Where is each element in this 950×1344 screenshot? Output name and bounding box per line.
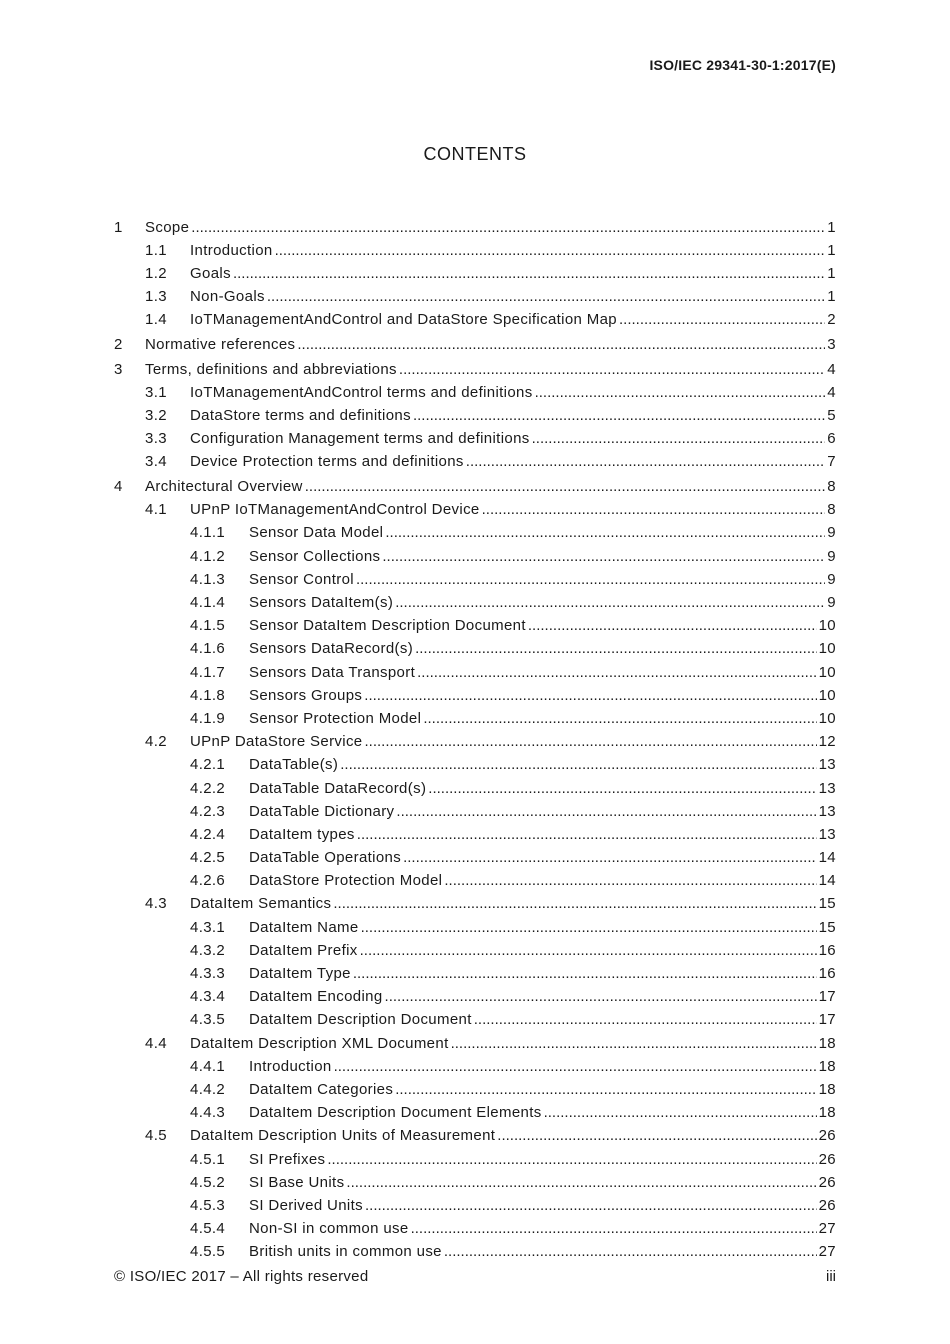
toc-entry-title: DataItem Categories (249, 1080, 394, 1098)
toc-entry[interactable] (114, 1008, 836, 1031)
toc-entry-number: 4 (114, 478, 123, 496)
toc-entry[interactable] (114, 1171, 836, 1194)
toc-entry-number: 4.1.6 (190, 640, 226, 658)
toc-entry-page: 10 (818, 617, 836, 635)
toc-dot-leader (451, 1032, 817, 1055)
toc-entry[interactable] (114, 684, 836, 707)
toc-entry-page: 1 (827, 288, 836, 306)
toc-entry-page: 1 (827, 218, 836, 236)
toc-dot-leader (395, 1078, 816, 1101)
toc-entry-number: 4.2.6 (190, 872, 226, 890)
toc-entry[interactable] (114, 358, 836, 381)
toc-entry-title: DataItem Description XML Document (190, 1034, 449, 1052)
toc-entry-page: 8 (827, 501, 836, 519)
toc-entry-page: 16 (818, 941, 836, 959)
toc-dot-leader (444, 1240, 817, 1263)
toc-entry[interactable] (114, 1078, 836, 1101)
document-id: ISO/IEC 29341-30-1:2017(E) (649, 57, 836, 73)
toc-entry-title: Introduction (249, 1057, 332, 1075)
toc-entry-page: 14 (818, 849, 836, 867)
toc-entry[interactable] (114, 614, 836, 637)
toc-entry[interactable] (114, 1055, 836, 1078)
toc-entry-page: 26 (818, 1150, 836, 1168)
toc-entry-number: 4.2.2 (190, 779, 226, 797)
toc-entry-title: Sensors DataRecord(s) (249, 640, 414, 658)
toc-dot-leader (535, 381, 826, 404)
toc-entry-title: Sensor Data Model (249, 524, 384, 542)
toc-entry-title: DataTable Dictionary (249, 802, 395, 820)
toc-dot-leader (346, 1171, 816, 1194)
toc-dot-leader (353, 962, 817, 985)
toc-entry-number: 1.3 (145, 288, 167, 306)
toc-dot-leader (191, 216, 825, 239)
toc-entry-page: 1 (827, 264, 836, 282)
toc-entry-number: 4.3.5 (190, 1011, 226, 1029)
toc-entry-title: Sensor Protection Model (249, 709, 422, 727)
toc-entry-number: 4.1 (145, 501, 167, 519)
toc-entry-page: 18 (818, 1034, 836, 1052)
toc-entry-title: DataItem Description Document Elements (249, 1104, 542, 1122)
toc-entry-page: 9 (827, 570, 836, 588)
toc-entry-page: 10 (818, 663, 836, 681)
toc-entry[interactable] (114, 730, 836, 753)
toc-dot-leader (361, 916, 817, 939)
toc-entry-number: 4.3.4 (190, 988, 226, 1006)
toc-entry-number: 4.5 (145, 1127, 167, 1145)
toc-entry-title: SI Derived Units (249, 1196, 363, 1214)
toc-entry-number: 4.5.2 (190, 1173, 226, 1191)
toc-entry-number: 1.2 (145, 264, 167, 282)
toc-entry-title: Sensors Groups (249, 686, 363, 704)
toc-dot-leader (357, 823, 817, 846)
toc-entry-page: 26 (818, 1173, 836, 1191)
toc-entry-title: DataItem Type (249, 965, 351, 982)
toc-entry-number: 4.1.5 (190, 617, 226, 635)
toc-entry-number: 4.5.5 (190, 1243, 226, 1261)
toc-entry[interactable] (114, 239, 836, 262)
toc-entry-page: 9 (827, 594, 836, 611)
toc-entry-title: SI Base Units (249, 1173, 345, 1191)
toc-entry[interactable] (114, 823, 836, 846)
toc-entry-title: DataTable Operations (249, 849, 402, 867)
toc-dot-leader (532, 427, 826, 450)
footer-page-number: iii (826, 1268, 836, 1285)
toc-entry-page: 26 (818, 1196, 836, 1214)
toc-dot-leader (360, 939, 817, 962)
toc-entry[interactable] (114, 777, 836, 800)
toc-entry-page: 14 (818, 872, 836, 890)
toc-entry[interactable] (114, 916, 836, 939)
toc-dot-leader (411, 1217, 817, 1240)
toc-entry-title: DataItem Prefix (249, 941, 358, 959)
toc-entry-number: 4.4 (145, 1034, 167, 1052)
toc-entry-title: IoTManagementAndControl and DataStore Specification Map (190, 311, 617, 329)
toc-entry-title: Sensor Control (249, 570, 354, 588)
toc-dot-leader (444, 869, 816, 892)
toc-dot-leader (403, 846, 817, 869)
toc-entry[interactable] (114, 846, 836, 869)
toc-entry-title: Sensors Data Transport (249, 663, 416, 681)
toc-entry-title: DataItem Description Units of Measurement (190, 1127, 496, 1145)
toc-entry[interactable] (114, 1240, 836, 1263)
toc-entry-title: Non-SI in common use (249, 1220, 409, 1238)
toc-entry-number: 4.1.7 (190, 663, 226, 681)
toc-entry-page: 17 (818, 1011, 836, 1029)
toc-dot-leader (365, 730, 817, 753)
toc-entry-title: Configuration Management terms and definitions (190, 430, 530, 448)
toc-dot-leader (413, 404, 825, 427)
toc-entry-page: 17 (818, 988, 836, 1006)
toc-entry-number: 2 (114, 335, 123, 353)
toc-dot-leader (417, 661, 817, 684)
toc-entry[interactable] (114, 800, 836, 823)
toc-dot-leader (619, 308, 825, 331)
toc-entry-page: 18 (818, 1057, 836, 1075)
toc-entry-number: 4.2.4 (190, 825, 226, 843)
toc-dot-leader (482, 498, 826, 521)
toc-entry[interactable] (114, 753, 836, 776)
toc-dot-leader (333, 892, 816, 915)
toc-entry-number: 3.1 (145, 383, 167, 401)
toc-dot-leader (297, 333, 825, 356)
toc-entry-page: 9 (827, 547, 836, 565)
toc-entry-page: 3 (827, 335, 836, 353)
toc-entry[interactable] (114, 1194, 836, 1217)
toc-entry-title: Terms, definitions and abbreviations (145, 360, 397, 378)
toc-entry-title: DataItem Encoding (249, 988, 383, 1006)
toc-entry-title: DataTable DataRecord(s) (249, 779, 427, 797)
table-of-contents (114, 214, 836, 1263)
toc-entry[interactable] (114, 707, 836, 730)
toc-dot-leader (340, 753, 816, 776)
toc-entry-title: DataStore terms and definitions (190, 407, 411, 424)
toc-entry[interactable] (114, 333, 836, 356)
toc-entry-page: 9 (827, 524, 836, 542)
toc-entry-title: Non-Goals (190, 288, 265, 306)
toc-entry-title: Introduction (190, 241, 273, 259)
toc-dot-leader (399, 358, 825, 381)
toc-entry-title: Sensor Collections (249, 547, 381, 565)
toc-entry-page: 10 (818, 640, 836, 658)
toc-dot-leader (466, 450, 826, 473)
toc-entry-page: 13 (818, 802, 836, 820)
toc-dot-leader (428, 777, 816, 800)
toc-entry-number: 3.3 (145, 430, 167, 448)
toc-entry-page: 4 (827, 360, 836, 378)
toc-entry-page: 27 (818, 1220, 836, 1238)
toc-entry-page: 8 (827, 478, 836, 496)
toc-entry-number: 4.4.2 (190, 1080, 226, 1098)
toc-entry-number: 4.1.1 (190, 524, 226, 542)
toc-dot-leader (528, 614, 817, 637)
toc-entry-title: Sensors DataItem(s) (249, 594, 394, 611)
toc-entry-title: British units in common use (249, 1243, 442, 1261)
toc-dot-leader (334, 1055, 817, 1078)
page-title: CONTENTS (423, 144, 527, 164)
toc-entry-title: DataItem Semantics (190, 895, 332, 913)
toc-entry-title: DataItem Description Document (249, 1011, 472, 1029)
toc-entry-title: Goals (190, 264, 231, 282)
toc-entry-page: 16 (818, 965, 836, 982)
toc-entry-number: 4.4.1 (190, 1057, 226, 1075)
toc-dot-leader (356, 568, 825, 591)
toc-entry-page: 1 (827, 241, 836, 259)
toc-dot-leader (474, 1008, 817, 1031)
toc-entry-number: 4.3 (145, 895, 167, 913)
toc-entry-page: 13 (818, 756, 836, 774)
toc-entry-page: 15 (818, 918, 836, 936)
toc-dot-leader (233, 262, 825, 285)
toc-dot-leader (327, 1148, 816, 1171)
toc-entry-number: 4.4.3 (190, 1104, 226, 1122)
toc-entry-number: 4.2.5 (190, 849, 226, 867)
toc-entry[interactable] (114, 545, 836, 568)
footer-copyright: © ISO/IEC 2017 – All rights reserved (114, 1268, 369, 1285)
toc-entry[interactable] (114, 1101, 836, 1124)
toc-dot-leader (395, 591, 825, 614)
toc-entry-page: 18 (818, 1104, 836, 1122)
toc-entry[interactable] (114, 591, 836, 614)
toc-entry-title: Device Protection terms and definitions (190, 453, 464, 471)
toc-entry-title: Architectural Overview (145, 478, 303, 496)
toc-entry[interactable] (114, 1124, 836, 1147)
toc-entry-number: 4.1.4 (190, 594, 226, 611)
toc-entry[interactable] (114, 475, 836, 498)
toc-entry-page: 7 (827, 453, 836, 471)
toc-entry[interactable] (114, 939, 836, 962)
toc-entry[interactable] (114, 285, 836, 308)
toc-entry-title: Sensor DataItem Description Document (249, 617, 526, 635)
toc-entry-number: 4.5.4 (190, 1220, 226, 1238)
toc-entry-number: 4.1.9 (190, 709, 226, 727)
toc-entry-number: 4.1.8 (190, 686, 226, 704)
toc-entry-title: IoTManagementAndControl terms and definitions (190, 383, 533, 401)
toc-entry-number: 1 (114, 218, 123, 236)
toc-dot-leader (497, 1124, 816, 1147)
toc-entry-number: 4.3.2 (190, 941, 226, 959)
toc-entry-number: 4.2 (145, 733, 167, 751)
toc-entry[interactable] (114, 450, 836, 473)
toc-entry[interactable] (114, 216, 836, 239)
toc-entry-number: 4.3.3 (190, 965, 226, 982)
toc-entry[interactable] (114, 498, 836, 521)
toc-entry-title: UPnP IoTManagementAndControl Device (190, 501, 480, 519)
toc-dot-leader (544, 1101, 817, 1124)
toc-entry[interactable] (114, 404, 836, 427)
toc-entry-number: 3.4 (145, 453, 167, 471)
toc-entry-page: 18 (818, 1080, 836, 1098)
toc-entry[interactable] (114, 1217, 836, 1240)
toc-entry-number: 4.5.3 (190, 1196, 226, 1214)
toc-entry-page: 10 (818, 686, 836, 704)
toc-entry-number: 4.2.3 (190, 802, 226, 820)
toc-entry-title: DataStore Protection Model (249, 872, 443, 890)
toc-entry-page: 27 (818, 1243, 836, 1261)
toc-entry[interactable] (114, 308, 836, 331)
toc-entry[interactable] (114, 427, 836, 450)
toc-entry[interactable] (114, 661, 836, 684)
toc-entry-page: 12 (818, 733, 836, 751)
toc-entry-number: 1.4 (145, 311, 167, 329)
toc-entry-number: 4.2.1 (190, 756, 226, 774)
toc-entry-number: 3.2 (145, 407, 167, 424)
toc-entry-page: 6 (827, 430, 836, 448)
toc-entry-number: 1.1 (145, 241, 167, 259)
toc-dot-leader (365, 1194, 817, 1217)
toc-entry[interactable] (114, 637, 836, 660)
toc-entry[interactable] (114, 1032, 836, 1055)
toc-entry[interactable] (114, 869, 836, 892)
toc-entry-title: SI Prefixes (249, 1150, 326, 1168)
toc-entry[interactable] (114, 262, 836, 285)
toc-entry-number: 4.1.3 (190, 570, 226, 588)
toc-entry-number: 4.1.2 (190, 547, 226, 565)
toc-entry[interactable] (114, 962, 836, 985)
toc-entry[interactable] (114, 892, 836, 915)
toc-dot-leader (267, 285, 825, 308)
toc-entry-page: 2 (827, 311, 836, 329)
toc-dot-leader (364, 684, 816, 707)
toc-dot-leader (423, 707, 816, 730)
toc-dot-leader (275, 239, 826, 262)
toc-entry[interactable] (114, 985, 836, 1008)
toc-entry-page: 10 (818, 709, 836, 727)
toc-entry-page: 5 (827, 407, 836, 424)
toc-dot-leader (382, 545, 825, 568)
toc-dot-leader (305, 475, 826, 498)
toc-entry[interactable] (114, 381, 836, 404)
toc-entry-title: DataItem types (249, 825, 355, 843)
toc-entry-title: Scope (145, 218, 190, 236)
toc-entry-page: 13 (818, 825, 836, 843)
toc-dot-leader (415, 637, 817, 660)
toc-entry[interactable] (114, 521, 836, 544)
toc-entry-page: 13 (818, 779, 836, 797)
toc-entry-title: DataItem Name (249, 918, 359, 936)
toc-entry-page: 4 (827, 383, 836, 401)
toc-entry-page: 15 (818, 895, 836, 913)
toc-entry[interactable] (114, 1148, 836, 1171)
toc-entry-page: 26 (818, 1127, 836, 1145)
toc-dot-leader (396, 800, 816, 823)
toc-entry-title: DataTable(s) (249, 756, 339, 774)
toc-entry-number: 3 (114, 360, 123, 378)
toc-dot-leader (385, 521, 825, 544)
toc-dot-leader (385, 985, 817, 1008)
toc-entry-title: Normative references (145, 335, 296, 353)
toc-entry-number: 4.5.1 (190, 1150, 226, 1168)
toc-entry-number: 4.3.1 (190, 918, 226, 936)
toc-entry-title: UPnP DataStore Service (190, 733, 363, 751)
toc-entry[interactable] (114, 568, 836, 591)
